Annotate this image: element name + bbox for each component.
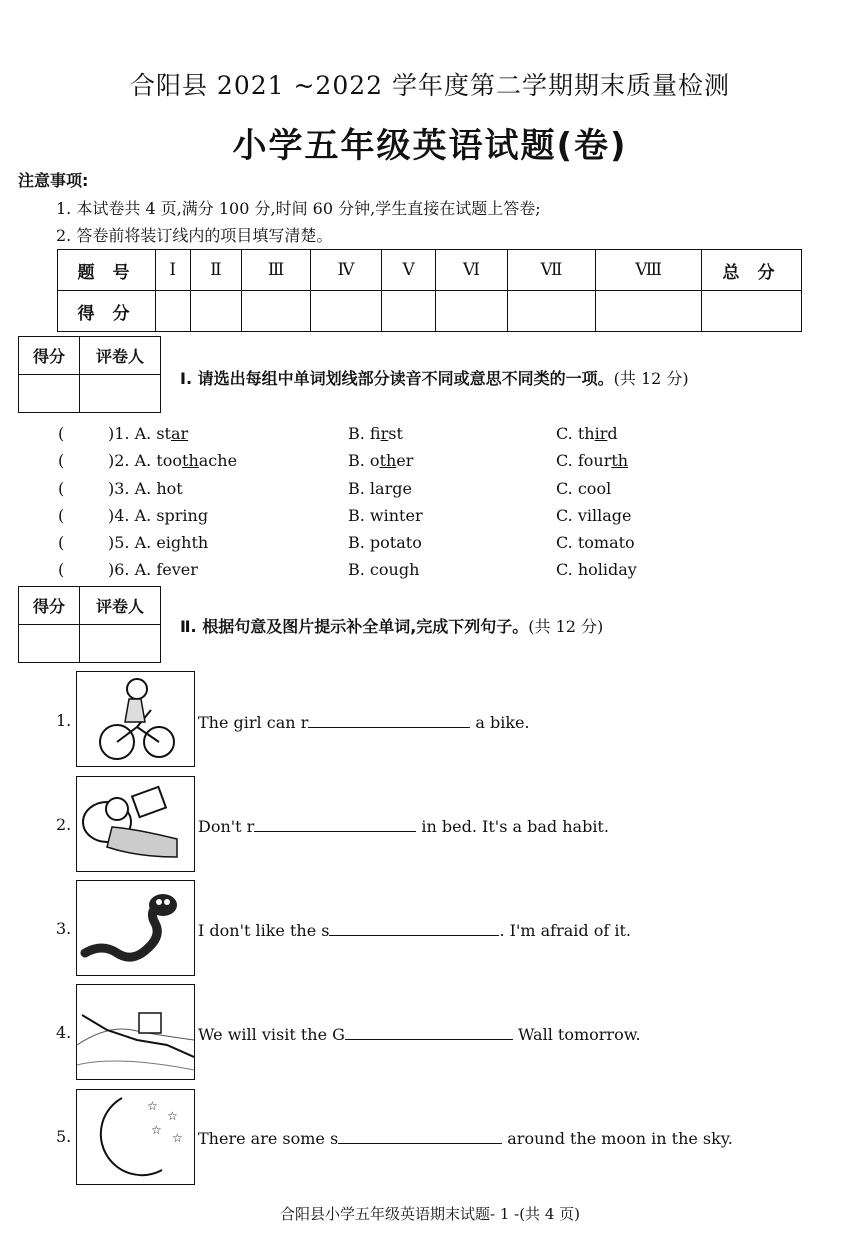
option-a: )3. A. hot [108,479,183,498]
option-b: B. winter [348,506,423,525]
answer-paren[interactable]: ( [58,479,65,498]
answer-paren[interactable]: ( [58,424,65,443]
score-cell[interactable] [242,291,311,332]
score-cell[interactable] [311,291,382,332]
grader-score-label: 得分 [19,587,80,625]
grader-score-cell[interactable] [19,625,80,663]
option-a: )4. A. spring [108,506,209,525]
notes-heading: 注意事项: [18,171,89,190]
grader-name-label: 评卷人 [80,587,161,625]
grader-score-cell[interactable] [19,375,80,413]
score-header-cell: Ⅵ [436,250,507,291]
option-c: C. tomato [556,533,635,552]
exam-title: 小学五年级英语试题(卷) [232,126,628,166]
svg-text:☆: ☆ [147,1099,158,1113]
answer-paren[interactable]: ( [58,533,65,552]
grader-name-label: 评卷人 [80,337,161,375]
answer-paren[interactable]: ( [58,506,65,525]
score-cell[interactable] [190,291,242,332]
answer-blank[interactable] [329,919,499,936]
option-b: B. first [348,424,403,443]
score-cell[interactable] [436,291,507,332]
great-wall-picture [76,984,195,1080]
section-2-title: Ⅱ. 根据句意及图片提示补全单词,完成下列句子。(共 12 分) [180,617,604,636]
score-row-label: 得 分 [58,291,156,332]
fill-in-sentence: The girl can r a bike. [198,713,530,732]
snake-icon [77,881,194,975]
answer-paren[interactable]: ( [58,451,65,470]
great-wall-icon [77,985,194,1079]
fill-in-sentence: Don't r in bed. It's a bad habit. [198,817,609,836]
grader-name-cell[interactable] [80,625,161,663]
score-header-cell: Ⅳ [311,250,382,291]
option-c: C. fourth [556,451,629,470]
bike-picture [76,671,195,767]
option-c: C. holiday [556,560,637,579]
score-header-cell: Ⅱ [190,250,242,291]
question-number: 2. [56,815,72,834]
grader-box [18,586,161,663]
option-b: B. cough [348,560,420,579]
score-header-cell: 题 号 [58,250,156,291]
girl-bike-icon [77,672,194,766]
moon-stars-icon [77,1090,194,1184]
grader-name-cell[interactable] [80,375,161,413]
option-b: B. large [348,479,412,498]
question-number: 5. [56,1127,72,1146]
score-cell[interactable] [382,291,436,332]
option-c: C. third [556,424,618,443]
grader-box [18,336,161,413]
option-a: )2. A. toothache [108,451,238,470]
answer-paren[interactable]: ( [58,560,65,579]
fill-in-sentence: There are some s around the moon in the sky. [198,1129,733,1148]
svg-text:☆: ☆ [167,1109,178,1123]
score-header-cell: Ⅰ [156,250,191,291]
score-cell[interactable] [702,291,802,332]
question-number: 3. [56,919,72,938]
snake-picture [76,880,195,976]
grader-score-label: 得分 [19,337,80,375]
score-cell[interactable] [596,291,702,332]
option-b: B. other [348,451,414,470]
answer-blank[interactable] [254,815,416,832]
option-b: B. potato [348,533,422,552]
svg-text:☆: ☆ [151,1123,162,1137]
score-header-cell: 总 分 [702,250,802,291]
fill-in-sentence: I don't like the s . I'm afraid of it. [198,921,631,940]
score-cell[interactable] [507,291,596,332]
answer-blank[interactable] [338,1127,502,1144]
note-item: 1. 本试卷共 4 页,满分 100 分,时间 60 分钟,学生直接在试题上答卷; [56,199,541,218]
moon-picture [76,1089,195,1185]
question-number: 1. [56,711,72,730]
option-a: )6. A. fever [108,560,198,579]
note-item: 2. 答卷前将装订线内的项目填写清楚。 [56,226,333,245]
score-header-cell: Ⅴ [382,250,436,291]
answer-blank[interactable] [308,711,470,728]
page-footer: 合阳县小学五年级英语期末试题- 1 -(共 4 页) [279,1205,580,1223]
answer-blank[interactable] [345,1023,513,1040]
question-number: 4. [56,1023,72,1042]
fill-in-sentence: We will visit the G Wall tomorrow. [198,1025,641,1044]
score-header-cell: Ⅶ [507,250,596,291]
score-header-cell: Ⅷ [596,250,702,291]
score-header-cell: Ⅲ [242,250,311,291]
section-1-title: Ⅰ. 请选出每组中单词划线部分读音不同或意思不同类的一项。(共 12 分) [180,369,689,388]
score-cell[interactable] [156,291,191,332]
option-c: C. village [556,506,632,525]
score-table [57,249,802,332]
reading-picture [76,776,195,872]
svg-text:☆: ☆ [172,1131,183,1145]
option-c: C. cool [556,479,612,498]
exam-header: 合阳县 2021 ~2022 学年度第二学期期末质量检测 [129,71,731,100]
option-a: )5. A. eighth [108,533,209,552]
boy-reading-icon [77,777,194,871]
option-a: )1. A. star [108,424,189,443]
